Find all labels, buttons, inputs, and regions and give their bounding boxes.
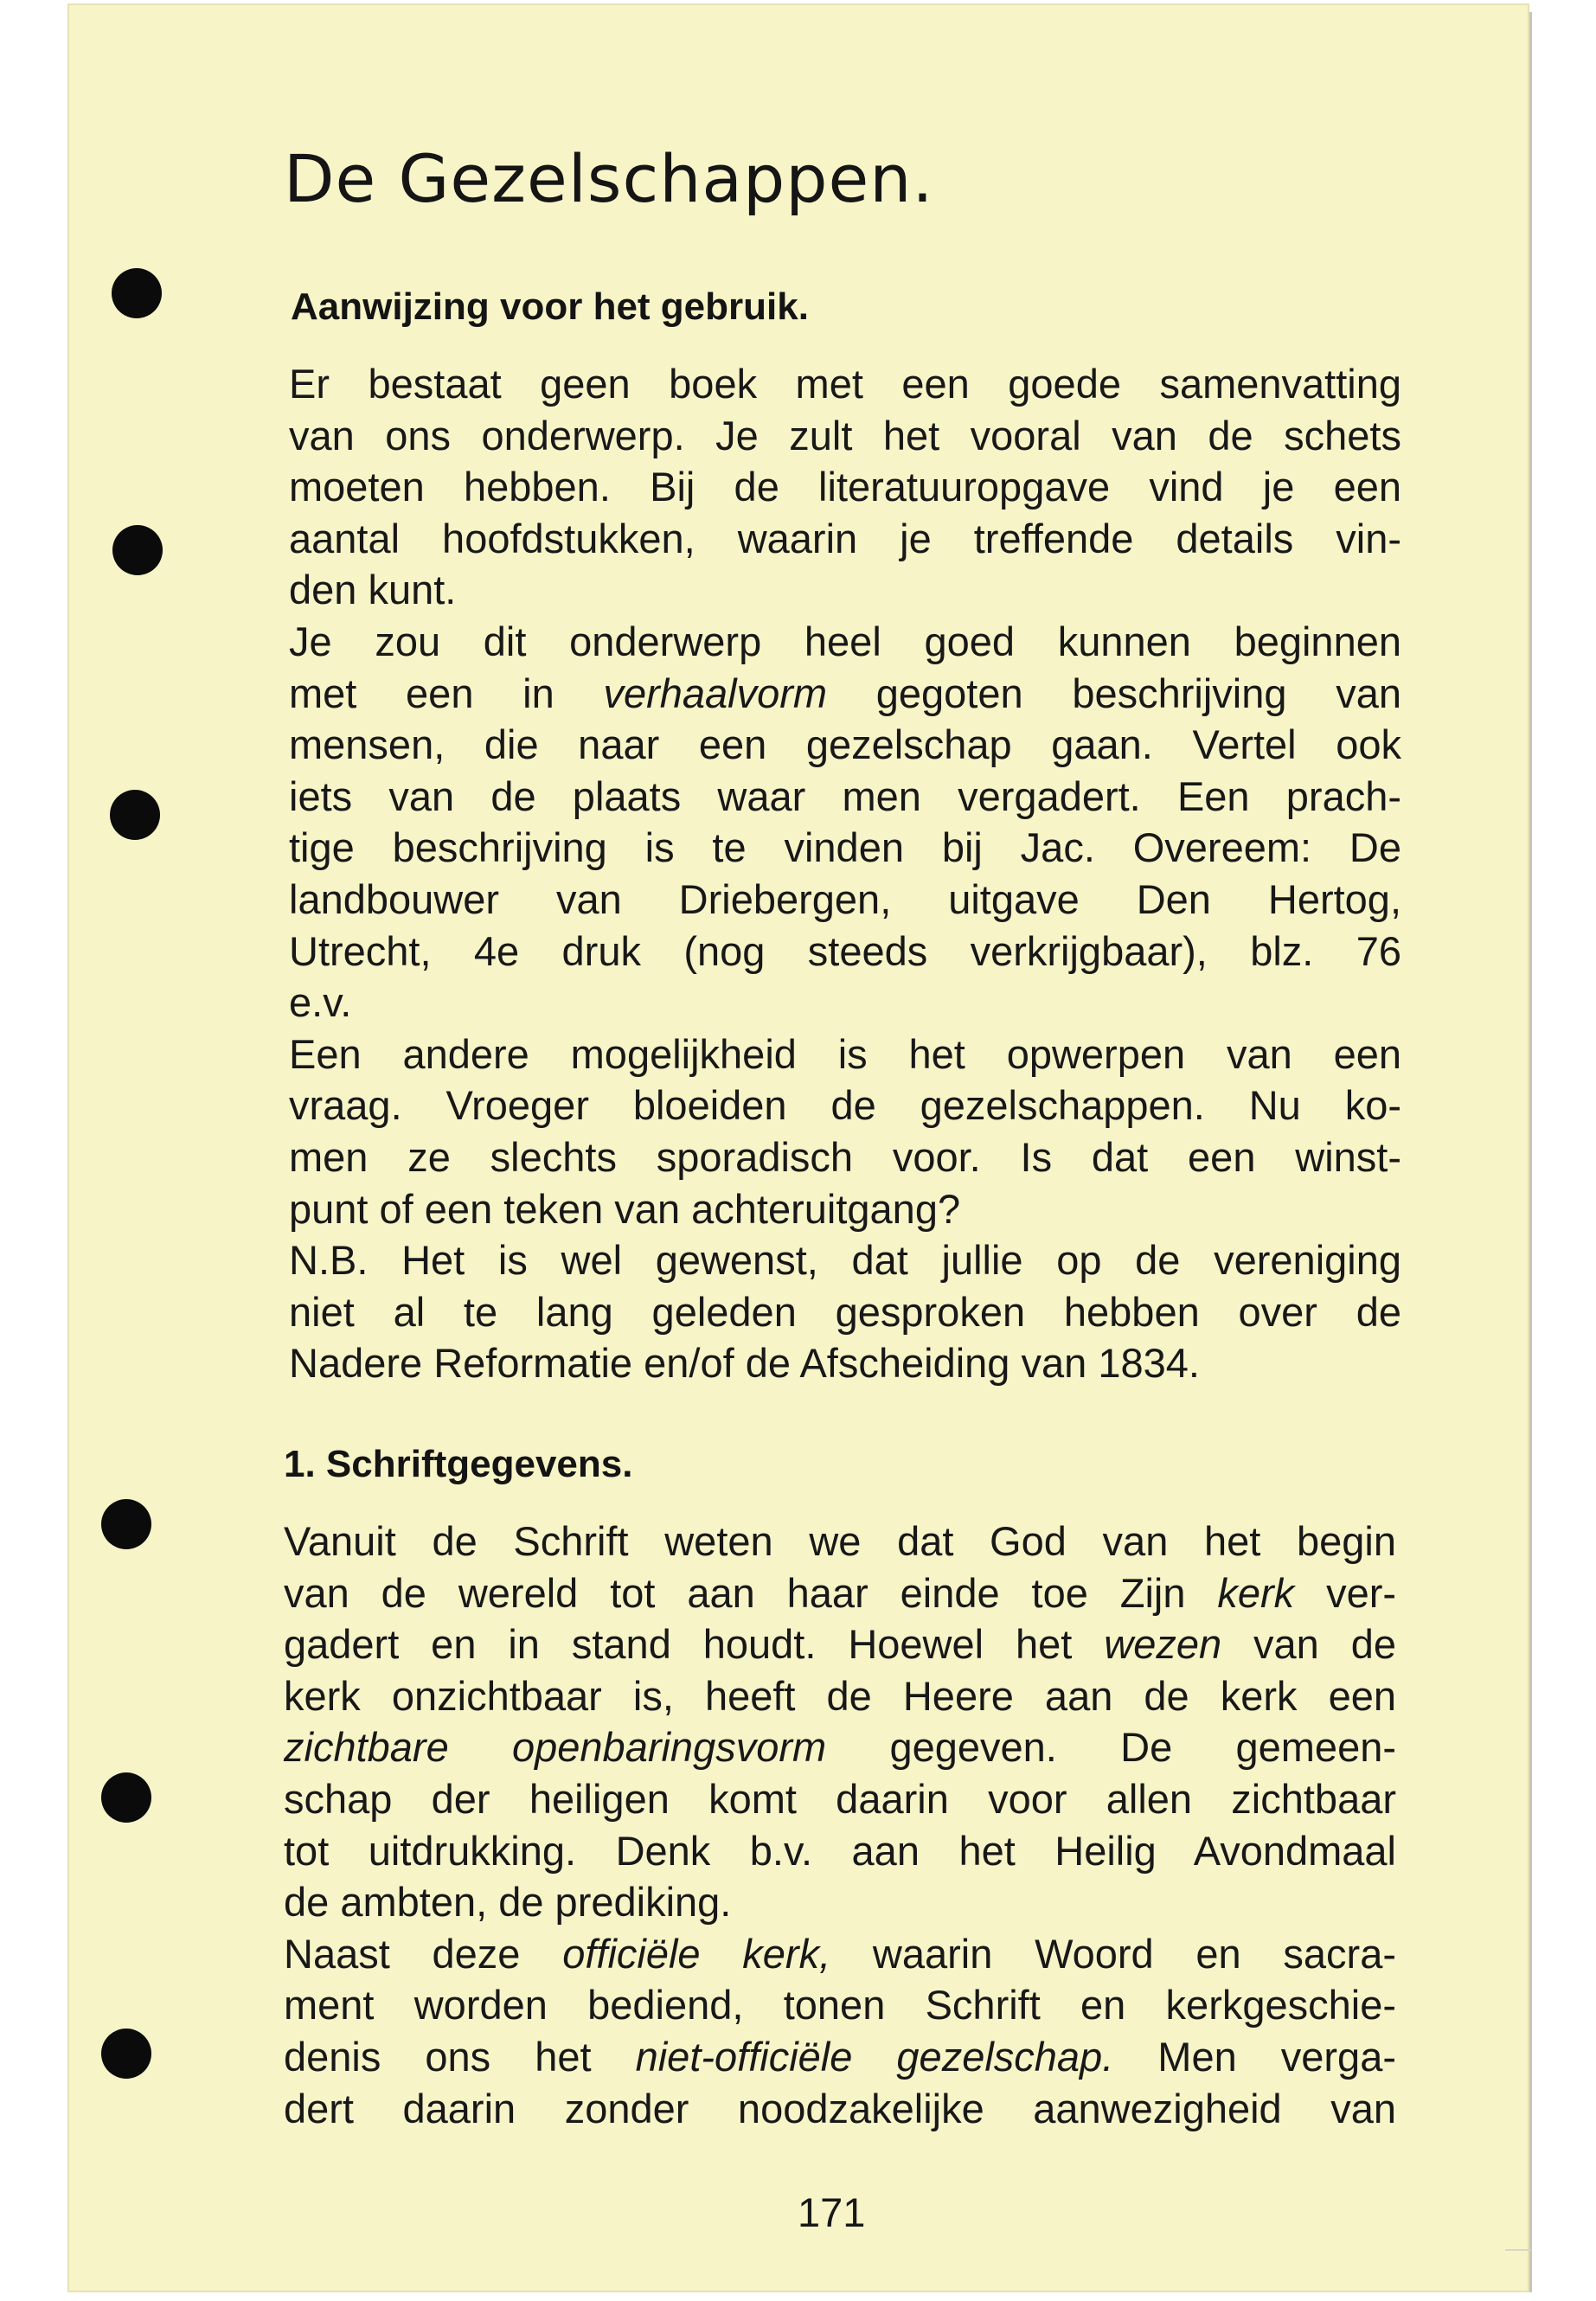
text-line: Nadere Reformatie en/of de Afscheiding van 1834. xyxy=(289,1340,1200,1387)
text-line: den kunt. xyxy=(289,567,457,613)
text-line: tot uitdrukking. Denk b.v. aan het Heilig Avondmaal xyxy=(284,1827,1396,1874)
text-line: Utrecht, 4e druk (nog steeds verkrijgbaar), blz. 76 xyxy=(289,927,1401,974)
page-number: 171 xyxy=(798,2189,866,2235)
text-line: dert daarin zonder noodzakelijke aanwezigheid van xyxy=(284,2085,1396,2131)
emphasis: officiële kerk, xyxy=(562,1930,831,1977)
text-line: men ze slechts sporadisch voor. Is dat een winst- xyxy=(289,1133,1401,1180)
binder-hole xyxy=(101,1772,151,1823)
text-line: de ambten, de prediking. xyxy=(284,1879,732,1926)
text-line: Een andere mogelijkheid is het opwerpen van een xyxy=(289,1030,1401,1077)
emphasis: zichtbare openbaringsvorm xyxy=(284,1724,827,1771)
emphasis: niet-officiële gezelschap. xyxy=(635,2033,1114,2080)
section-body-usage xyxy=(289,358,1401,1389)
page-title: De Gezelschappen. xyxy=(284,140,934,217)
page-edge-mark xyxy=(1505,2249,1531,2251)
binder-hole xyxy=(101,1499,151,1549)
text-line: van de wereld tot aan haar einde toe Zijn kerk ver- xyxy=(284,1569,1397,1616)
text-line: e.v. xyxy=(289,979,352,1026)
text-line: denis ons het niet-officiële gezelschap. Men verga- xyxy=(284,2033,1396,2080)
text-line: Naast deze officiële kerk, waarin Woord en sacra- xyxy=(284,1930,1396,1977)
text-line: schap der heiligen komt daarin voor allen zichtbaar xyxy=(284,1775,1396,1822)
binder-hole xyxy=(112,525,163,575)
text-line: met een in verhaalvorm gegoten beschrijving van xyxy=(289,670,1401,716)
section-heading-scripture: 1. Schriftgegevens. xyxy=(284,1443,633,1485)
text-line: moeten hebben. Bij de literatuuropgave vind je een xyxy=(289,464,1401,510)
text-line: mensen, die naar een gezelschap gaan. Vertel ook xyxy=(289,721,1401,768)
text-line: vraag. Vroeger bloeiden de gezelschappen. Nu ko- xyxy=(289,1082,1401,1129)
text-line: Er bestaat geen boek met een goede samenvatting xyxy=(289,361,1401,407)
binder-hole xyxy=(110,790,160,840)
text-line: landbouwer van Driebergen, uitgave Den Hertog, xyxy=(289,875,1401,922)
emphasis: wezen xyxy=(1104,1621,1222,1668)
text-line: kerk onzichtbaar is, heeft de Heere aan de kerk een xyxy=(284,1672,1396,1719)
emphasis: kerk xyxy=(1217,1569,1295,1616)
text-line: niet al te lang geleden gesproken hebben over de xyxy=(289,1288,1401,1335)
text-line: ment worden bediend, tonen Schrift en kerkgeschie- xyxy=(284,1982,1396,2029)
text-line: zichtbare openbaringsvorm gegeven. De gemeen- xyxy=(284,1724,1396,1771)
emphasis: verhaalvorm xyxy=(603,670,828,716)
text-line: tige beschrijving is te vinden bij Jac. Overeem: De xyxy=(289,824,1401,871)
section-heading-usage: Aanwijzing voor het gebruik. xyxy=(291,285,809,328)
binder-hole xyxy=(112,268,162,318)
section-body-scripture xyxy=(284,1516,1396,2134)
text-line: gadert en in stand houdt. Hoewel het wezen van de xyxy=(284,1621,1396,1668)
text-line: aantal hoofdstukken, waarin je treffende details vin- xyxy=(289,515,1401,561)
binder-hole xyxy=(101,2029,151,2079)
text-line: iets van de plaats waar men vergadert. Een prach- xyxy=(289,772,1401,819)
text-line: Je zou dit onderwerp heel goed kunnen beginnen xyxy=(289,618,1401,664)
text-line: N.B. Het is wel gewenst, dat jullie op de vereniging xyxy=(289,1237,1401,1284)
text-line: punt of een teken van achteruitgang? xyxy=(289,1185,961,1232)
text-line: van ons onderwerp. Je zult het vooral van de schets xyxy=(289,412,1401,458)
page-edge xyxy=(1529,12,1532,2292)
text-line: Vanuit de Schrift weten we dat God van het begin xyxy=(284,1518,1396,1564)
